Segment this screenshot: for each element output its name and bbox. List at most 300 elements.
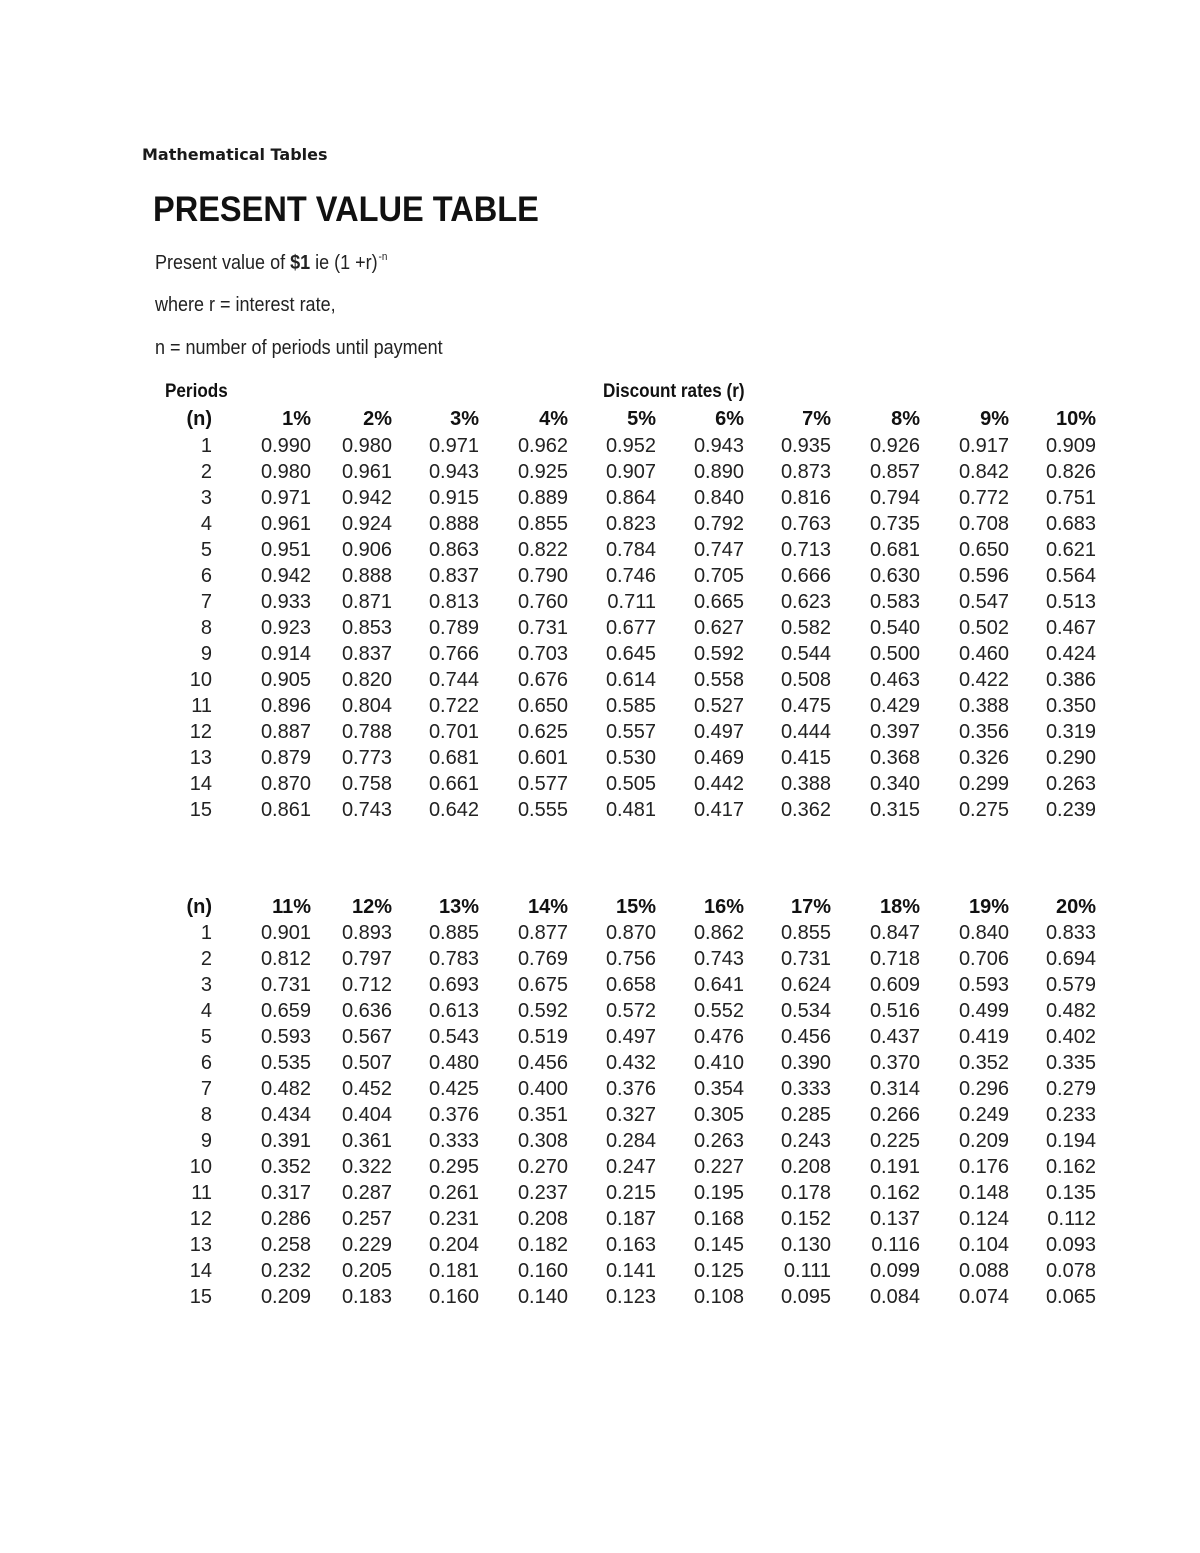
value-cell: 0.191 xyxy=(869,1155,920,1178)
value-cell: 0.315 xyxy=(869,799,920,821)
value-cell: 0.516 xyxy=(869,999,920,1022)
rate-header: 11% xyxy=(272,896,311,918)
value-cell: 0.926 xyxy=(869,435,920,457)
value-cell: 0.497 xyxy=(605,1026,656,1048)
table-row xyxy=(0,695,1200,721)
value-cell: 0.624 xyxy=(780,974,831,996)
period-cell: 13 xyxy=(189,747,212,769)
value-cell: 0.391 xyxy=(260,1130,311,1152)
period-cell: 12 xyxy=(189,1207,212,1230)
value-cell: 0.713 xyxy=(780,539,831,561)
period-cell: 7 xyxy=(200,1078,212,1100)
period-cell: 13 xyxy=(189,1234,212,1256)
value-cell: 0.747 xyxy=(693,539,744,561)
value-cell: 0.467 xyxy=(1045,616,1096,639)
value-cell: 0.650 xyxy=(517,695,568,717)
rate-header: 16% xyxy=(703,896,744,918)
table-row xyxy=(0,565,1200,591)
value-cell: 0.863 xyxy=(428,539,479,561)
value-cell: 0.789 xyxy=(428,616,479,639)
value-cell: 0.247 xyxy=(605,1155,656,1178)
table-row xyxy=(0,1026,1200,1052)
value-cell: 0.275 xyxy=(958,799,1009,821)
value-cell: 0.837 xyxy=(341,643,392,665)
value-cell: 0.743 xyxy=(693,947,744,970)
rate-header: 12% xyxy=(351,896,392,918)
table-row xyxy=(0,948,1200,974)
value-cell: 0.871 xyxy=(341,591,392,613)
value-cell: 0.582 xyxy=(780,616,831,639)
value-cell: 0.971 xyxy=(428,435,479,457)
value-cell: 0.317 xyxy=(260,1182,311,1204)
period-cell: 5 xyxy=(200,539,212,561)
table-row xyxy=(0,1052,1200,1078)
value-cell: 0.812 xyxy=(260,947,311,970)
value-cell: 0.160 xyxy=(428,1286,479,1308)
value-cell: 0.497 xyxy=(693,720,744,743)
value-cell: 0.822 xyxy=(517,539,568,561)
table-row xyxy=(0,461,1200,487)
value-cell: 0.287 xyxy=(341,1182,392,1204)
value-cell: 0.444 xyxy=(780,720,831,743)
value-cell: 0.404 xyxy=(341,1103,392,1126)
value-cell: 0.135 xyxy=(1045,1182,1096,1204)
value-cell: 0.327 xyxy=(605,1103,656,1126)
rate-header: 20% xyxy=(1055,896,1096,918)
value-cell: 0.208 xyxy=(517,1207,568,1230)
value-cell: 0.249 xyxy=(958,1103,1009,1126)
value-cell: 0.701 xyxy=(428,720,479,743)
period-cell: 15 xyxy=(189,799,212,821)
value-cell: 0.481 xyxy=(605,799,656,821)
value-cell: 0.826 xyxy=(1045,460,1096,483)
value-cell: 0.658 xyxy=(605,974,656,996)
value-cell: 0.263 xyxy=(693,1130,744,1152)
value-cell: 0.354 xyxy=(693,1078,744,1100)
value-cell: 0.215 xyxy=(605,1182,656,1204)
value-cell: 0.183 xyxy=(341,1286,392,1308)
value-cell: 0.758 xyxy=(341,772,392,795)
value-cell: 0.231 xyxy=(428,1207,479,1230)
value-cell: 0.943 xyxy=(428,460,479,483)
value-cell: 0.160 xyxy=(517,1259,568,1282)
value-cell: 0.971 xyxy=(260,487,311,509)
value-cell: 0.889 xyxy=(517,487,568,509)
value-cell: 0.683 xyxy=(1045,512,1096,535)
rate-header: 14% xyxy=(527,896,568,918)
value-cell: 0.596 xyxy=(958,564,1009,587)
value-cell: 0.731 xyxy=(517,616,568,639)
value-cell: 0.370 xyxy=(869,1051,920,1074)
value-cell: 0.790 xyxy=(517,564,568,587)
value-cell: 0.314 xyxy=(869,1078,920,1100)
value-cell: 0.424 xyxy=(1045,643,1096,665)
value-cell: 0.475 xyxy=(780,695,831,717)
value-cell: 0.642 xyxy=(428,799,479,821)
value-cell: 0.361 xyxy=(341,1130,392,1152)
value-cell: 0.924 xyxy=(341,512,392,535)
value-cell: 0.666 xyxy=(780,564,831,587)
table-header-row xyxy=(0,408,1200,434)
value-cell: 0.535 xyxy=(260,1051,311,1074)
value-cell: 0.145 xyxy=(693,1234,744,1256)
value-cell: 0.855 xyxy=(780,922,831,944)
value-cell: 0.270 xyxy=(517,1155,568,1178)
value-cell: 0.209 xyxy=(958,1130,1009,1152)
value-cell: 0.195 xyxy=(693,1182,744,1204)
value-cell: 0.917 xyxy=(958,435,1009,457)
value-cell: 0.482 xyxy=(260,1078,311,1100)
value-cell: 0.601 xyxy=(517,747,568,769)
value-cell: 0.108 xyxy=(693,1286,744,1308)
value-cell: 0.152 xyxy=(780,1207,831,1230)
value-cell: 0.564 xyxy=(1045,564,1096,587)
value-cell: 0.124 xyxy=(958,1207,1009,1230)
value-cell: 0.623 xyxy=(780,591,831,613)
value-cell: 0.279 xyxy=(1045,1078,1096,1100)
value-cell: 0.783 xyxy=(428,947,479,970)
value-cell: 0.681 xyxy=(428,747,479,769)
value-cell: 0.907 xyxy=(605,460,656,483)
value-cell: 0.942 xyxy=(341,487,392,509)
value-cell: 0.095 xyxy=(780,1286,831,1308)
value-cell: 0.422 xyxy=(958,668,1009,691)
value-cell: 0.227 xyxy=(693,1155,744,1178)
value-cell: 0.609 xyxy=(869,974,920,996)
value-cell: 0.469 xyxy=(693,747,744,769)
value-cell: 0.952 xyxy=(605,435,656,457)
value-cell: 0.837 xyxy=(428,564,479,587)
value-cell: 0.233 xyxy=(1045,1103,1096,1126)
value-cell: 0.636 xyxy=(341,999,392,1022)
value-cell: 0.368 xyxy=(869,747,920,769)
rate-header: 4% xyxy=(539,408,568,430)
value-cell: 0.833 xyxy=(1045,922,1096,944)
period-cell: 1 xyxy=(200,435,212,457)
value-cell: 0.980 xyxy=(260,460,311,483)
value-cell: 0.593 xyxy=(958,974,1009,996)
period-cell: 7 xyxy=(200,591,212,613)
period-cell: 10 xyxy=(189,668,212,691)
rate-header: 8% xyxy=(891,408,920,430)
value-cell: 0.178 xyxy=(780,1182,831,1204)
value-cell: 0.257 xyxy=(341,1207,392,1230)
value-cell: 0.386 xyxy=(1045,668,1096,691)
value-cell: 0.519 xyxy=(517,1026,568,1048)
value-cell: 0.333 xyxy=(428,1130,479,1152)
value-cell: 0.417 xyxy=(693,799,744,821)
table-row xyxy=(0,1286,1200,1312)
discount-rates-label: Discount rates (r) xyxy=(603,381,745,402)
rate-header: 3% xyxy=(450,408,479,430)
rate-header: 7% xyxy=(802,408,831,430)
table-row xyxy=(0,773,1200,799)
formula-prefix: Present value of xyxy=(155,252,291,274)
value-cell: 0.661 xyxy=(428,772,479,795)
value-cell: 0.722 xyxy=(428,695,479,717)
value-cell: 0.225 xyxy=(869,1130,920,1152)
value-cell: 0.322 xyxy=(341,1155,392,1178)
value-cell: 0.261 xyxy=(428,1182,479,1204)
value-cell: 0.130 xyxy=(780,1234,831,1256)
value-cell: 0.792 xyxy=(693,512,744,535)
page-title: PRESENT VALUE TABLE xyxy=(153,190,539,229)
table-row xyxy=(0,617,1200,643)
value-cell: 0.208 xyxy=(780,1155,831,1178)
value-cell: 0.547 xyxy=(958,591,1009,613)
value-cell: 0.290 xyxy=(1045,747,1096,769)
value-cell: 0.333 xyxy=(780,1078,831,1100)
value-cell: 0.456 xyxy=(780,1026,831,1048)
value-cell: 0.641 xyxy=(693,974,744,996)
value-cell: 0.943 xyxy=(693,435,744,457)
value-cell: 0.527 xyxy=(693,695,744,717)
value-cell: 0.429 xyxy=(869,695,920,717)
period-cell: 8 xyxy=(200,1103,212,1126)
value-cell: 0.675 xyxy=(517,974,568,996)
value-cell: 0.870 xyxy=(605,922,656,944)
table-header-row xyxy=(0,896,1200,922)
value-cell: 0.706 xyxy=(958,947,1009,970)
value-cell: 0.772 xyxy=(958,487,1009,509)
value-cell: 0.530 xyxy=(605,747,656,769)
rate-header: 13% xyxy=(438,896,479,918)
value-cell: 0.694 xyxy=(1045,947,1096,970)
value-cell: 0.735 xyxy=(869,512,920,535)
value-cell: 0.194 xyxy=(1045,1130,1096,1152)
value-cell: 0.125 xyxy=(693,1259,744,1282)
value-cell: 0.823 xyxy=(605,512,656,535)
value-cell: 0.266 xyxy=(869,1103,920,1126)
value-cell: 0.299 xyxy=(958,772,1009,795)
value-cell: 0.613 xyxy=(428,999,479,1022)
value-cell: 0.078 xyxy=(1045,1259,1096,1282)
value-cell: 0.592 xyxy=(517,999,568,1022)
value-cell: 0.718 xyxy=(869,947,920,970)
value-cell: 0.961 xyxy=(341,460,392,483)
value-cell: 0.243 xyxy=(780,1130,831,1152)
rate-header: 5% xyxy=(627,408,656,430)
table-row xyxy=(0,1130,1200,1156)
definition-r: where r = interest rate, xyxy=(155,294,336,316)
value-cell: 0.326 xyxy=(958,747,1009,769)
value-cell: 0.847 xyxy=(869,922,920,944)
value-cell: 0.621 xyxy=(1045,539,1096,561)
value-cell: 0.239 xyxy=(1045,799,1096,821)
value-cell: 0.756 xyxy=(605,947,656,970)
value-cell: 0.896 xyxy=(260,695,311,717)
value-cell: 0.540 xyxy=(869,616,920,639)
value-cell: 0.148 xyxy=(958,1182,1009,1204)
formula-amount: $1 xyxy=(290,252,311,274)
value-cell: 0.419 xyxy=(958,1026,1009,1048)
value-cell: 0.951 xyxy=(260,539,311,561)
period-cell: 11 xyxy=(191,1182,212,1204)
value-cell: 0.873 xyxy=(780,460,831,483)
table-row xyxy=(0,591,1200,617)
value-cell: 0.915 xyxy=(428,487,479,509)
value-cell: 0.788 xyxy=(341,720,392,743)
value-cell: 0.388 xyxy=(780,772,831,795)
value-cell: 0.137 xyxy=(869,1207,920,1230)
value-cell: 0.163 xyxy=(605,1234,656,1256)
value-cell: 0.585 xyxy=(605,695,656,717)
value-cell: 0.460 xyxy=(958,643,1009,665)
value-cell: 0.362 xyxy=(780,799,831,821)
period-cell: 4 xyxy=(200,999,212,1022)
value-cell: 0.555 xyxy=(517,799,568,821)
value-cell: 0.376 xyxy=(428,1103,479,1126)
value-cell: 0.731 xyxy=(780,947,831,970)
value-cell: 0.513 xyxy=(1045,591,1096,613)
table-row xyxy=(0,1078,1200,1104)
value-cell: 0.296 xyxy=(958,1078,1009,1100)
value-cell: 0.887 xyxy=(260,720,311,743)
value-cell: 0.437 xyxy=(869,1026,920,1048)
value-cell: 0.286 xyxy=(260,1207,311,1230)
value-cell: 0.507 xyxy=(341,1051,392,1074)
value-cell: 0.592 xyxy=(693,643,744,665)
value-cell: 0.111 xyxy=(783,1259,831,1282)
value-cell: 0.204 xyxy=(428,1234,479,1256)
value-cell: 0.502 xyxy=(958,616,1009,639)
value-cell: 0.410 xyxy=(693,1051,744,1074)
value-cell: 0.319 xyxy=(1045,720,1096,743)
table-row xyxy=(0,539,1200,565)
value-cell: 0.813 xyxy=(428,591,479,613)
value-cell: 0.909 xyxy=(1045,435,1096,457)
rate-header: 15% xyxy=(615,896,656,918)
value-cell: 0.402 xyxy=(1045,1026,1096,1048)
table-row xyxy=(0,1182,1200,1208)
value-cell: 0.794 xyxy=(869,487,920,509)
value-cell: 0.187 xyxy=(605,1207,656,1230)
value-cell: 0.766 xyxy=(428,643,479,665)
value-cell: 0.676 xyxy=(517,668,568,691)
value-cell: 0.853 xyxy=(341,616,392,639)
value-cell: 0.499 xyxy=(958,999,1009,1022)
value-cell: 0.842 xyxy=(958,460,1009,483)
value-cell: 0.681 xyxy=(869,539,920,561)
value-cell: 0.593 xyxy=(260,1026,311,1048)
value-cell: 0.209 xyxy=(260,1286,311,1308)
value-cell: 0.625 xyxy=(517,720,568,743)
header-label: Mathematical Tables xyxy=(142,145,328,164)
value-cell: 0.452 xyxy=(341,1078,392,1100)
rate-header: 18% xyxy=(879,896,920,918)
value-cell: 0.205 xyxy=(341,1259,392,1282)
value-cell: 0.877 xyxy=(517,922,568,944)
value-cell: 0.181 xyxy=(428,1259,479,1282)
value-cell: 0.820 xyxy=(341,668,392,691)
value-cell: 0.285 xyxy=(780,1103,831,1126)
value-cell: 0.400 xyxy=(517,1078,568,1100)
value-cell: 0.751 xyxy=(1045,487,1096,509)
value-cell: 0.176 xyxy=(958,1155,1009,1178)
value-cell: 0.141 xyxy=(605,1259,656,1282)
value-cell: 0.116 xyxy=(871,1234,920,1256)
value-cell: 0.065 xyxy=(1045,1286,1096,1308)
table-row xyxy=(0,1000,1200,1026)
definition-n: n = number of periods until payment xyxy=(155,337,443,359)
value-cell: 0.350 xyxy=(1045,695,1096,717)
table-row xyxy=(0,1260,1200,1286)
value-cell: 0.352 xyxy=(958,1051,1009,1074)
value-cell: 0.840 xyxy=(693,487,744,509)
period-cell: 12 xyxy=(189,720,212,743)
table-row xyxy=(0,1208,1200,1234)
value-cell: 0.855 xyxy=(517,512,568,535)
value-cell: 0.140 xyxy=(517,1286,568,1308)
table-row xyxy=(0,922,1200,948)
value-cell: 0.463 xyxy=(869,668,920,691)
value-cell: 0.705 xyxy=(693,564,744,587)
period-cell: 6 xyxy=(200,1051,212,1074)
value-cell: 0.456 xyxy=(517,1051,568,1074)
value-cell: 0.099 xyxy=(869,1259,920,1282)
value-cell: 0.434 xyxy=(260,1103,311,1126)
value-cell: 0.857 xyxy=(869,460,920,483)
value-cell: 0.074 xyxy=(958,1286,1009,1308)
value-cell: 0.677 xyxy=(605,616,656,639)
value-cell: 0.505 xyxy=(605,772,656,795)
rate-header: 17% xyxy=(790,896,831,918)
value-cell: 0.579 xyxy=(1045,974,1096,996)
value-cell: 0.769 xyxy=(517,947,568,970)
value-cell: 0.942 xyxy=(260,564,311,587)
value-cell: 0.711 xyxy=(607,591,656,613)
value-cell: 0.731 xyxy=(260,974,311,996)
value-cell: 0.425 xyxy=(428,1078,479,1100)
value-cell: 0.482 xyxy=(1045,999,1096,1022)
formula-exponent: -n xyxy=(378,251,388,263)
period-cell: 9 xyxy=(200,643,212,665)
value-cell: 0.905 xyxy=(260,668,311,691)
value-cell: 0.229 xyxy=(341,1234,392,1256)
value-cell: 0.703 xyxy=(517,643,568,665)
value-cell: 0.284 xyxy=(605,1130,656,1152)
rate-header: 10% xyxy=(1055,408,1096,430)
value-cell: 0.665 xyxy=(693,591,744,613)
value-cell: 0.232 xyxy=(260,1259,311,1282)
value-cell: 0.390 xyxy=(780,1051,831,1074)
value-cell: 0.906 xyxy=(341,539,392,561)
value-cell: 0.480 xyxy=(428,1051,479,1074)
value-cell: 0.558 xyxy=(693,668,744,691)
table-row xyxy=(0,643,1200,669)
value-cell: 0.885 xyxy=(428,922,479,944)
value-cell: 0.870 xyxy=(260,772,311,795)
value-cell: 0.744 xyxy=(428,668,479,691)
value-cell: 0.123 xyxy=(605,1286,656,1308)
value-cell: 0.356 xyxy=(958,720,1009,743)
period-cell: 2 xyxy=(200,947,212,970)
table-row xyxy=(0,513,1200,539)
rate-header: 1% xyxy=(282,408,311,430)
table-row xyxy=(0,721,1200,747)
table-row xyxy=(0,1234,1200,1260)
value-cell: 0.784 xyxy=(605,539,656,561)
value-cell: 0.295 xyxy=(428,1155,479,1178)
value-cell: 0.088 xyxy=(958,1259,1009,1282)
value-cell: 0.923 xyxy=(260,616,311,639)
period-cell: 10 xyxy=(189,1155,212,1178)
value-cell: 0.567 xyxy=(341,1026,392,1048)
period-cell: 5 xyxy=(200,1026,212,1048)
value-cell: 0.388 xyxy=(958,695,1009,717)
value-cell: 0.397 xyxy=(869,720,920,743)
period-cell: 6 xyxy=(200,564,212,587)
